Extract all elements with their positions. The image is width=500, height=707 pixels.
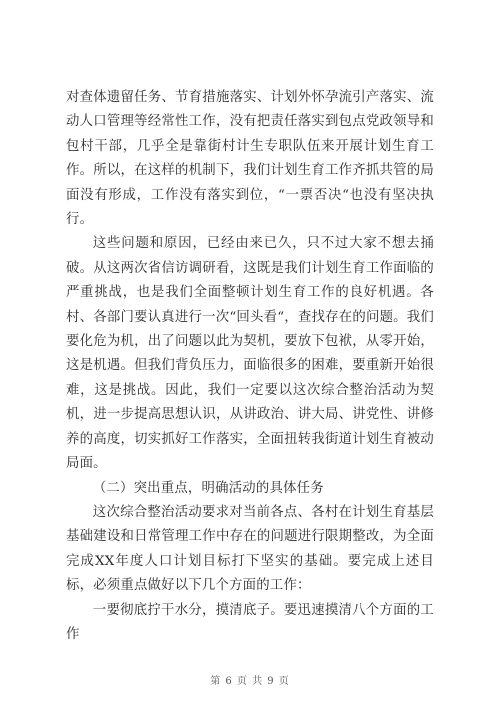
paragraph-problems-and-causes: 这些问题和原因，已经由来已久，只不过大家不想去捅破。从这两次省信访调研看，这既是我们计划生育工作面临的严重挑战，也是我们全面整顿计划生育工作的良好机遇。各村、各部门要认真进行一次“回头看“，查找存在的问题。我们要化危为机，出了问题以此为契机，要放下包袱，从零开始，这是机遇。但我们背负压力，面临很多的困难，要重新开始很难，这是挑战。因此，我们一定要以这次综合整治活动为契机，进一步提高思想认识，从讲政治、讲大局、讲党性、讲修养的高度，切实抓好工作落实，全面扭转我街道计划生育被动局面。 bbox=[66, 236, 434, 472]
document-body bbox=[66, 86, 434, 647]
paragraph-continuation: 对查体遗留任务、节育措施落实、计划外怀孕流引产落实、流动人口管理等经常性工作，没有把责任落实到包点党政领导和包村干部，几乎全是靠街村计生专职队伍来开展计划生育工作。所以，在这样的机制下，我们计划生育工作齐抓共管的局面没有形成，工作没有落实到位，“一票否决“也没有坚决执行。 bbox=[66, 90, 434, 228]
page-footer: 第 6 页 共 9 页 bbox=[210, 676, 290, 687]
paragraph-first-task: 一要彻底拧干水分，摸清底子。要迅速摸清八个方面的工作 bbox=[66, 602, 434, 642]
paragraph-rectification-goals: 这次综合整治活动要求对当前各点、各村在计划生育基层基础建设和日常管理工作中存在的问题进行限期整改，为全面完成XX年度人口计划目标打下坚实的基础。要完成上述目标，必须重点做好以下几个方面的工作： bbox=[66, 504, 434, 594]
section-heading: （二）突出重点，明确活动的具体任务 bbox=[92, 480, 324, 496]
